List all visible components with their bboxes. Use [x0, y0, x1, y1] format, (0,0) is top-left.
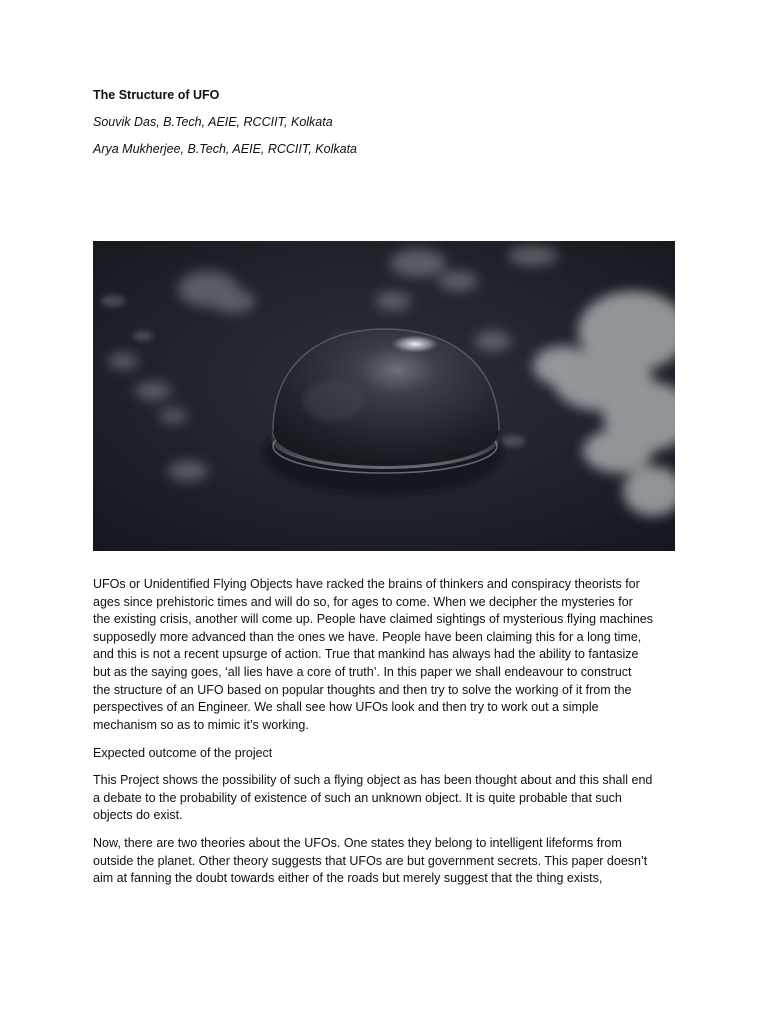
paragraph	[93, 772, 683, 825]
text-line: but as the saying goes, ‘all lies have a core of truth’. In this paper we shall endeavour to construct	[93, 664, 632, 679]
paragraph	[93, 835, 683, 888]
text-line: aim at fanning the doubt towards either of the roads but merely suggest that the thing exists,	[93, 871, 603, 886]
text-line: UFOs or Unidentified Flying Objects have racked the brains of thinkers and conspiracy theorists for	[93, 577, 640, 591]
document-title: The Structure of UFO	[93, 88, 220, 102]
text-line: This Project shows the possibility of such a flying object as has been thought about and this shall end	[93, 773, 653, 787]
text-line: outside the planet. Other theory suggests that UFOs are but government secrets. This paper doesn’t	[93, 853, 648, 868]
text-line: the structure of an UFO based on popular thoughts and then try to solve the working of it from the	[93, 682, 632, 697]
text-line: and this is not a recent upsurge of action. True that mankind has always had the ability to fantasize	[93, 647, 639, 662]
author-line: Souvik Das, B.Tech, AEIE, RCCIIT, Kolkata	[93, 115, 333, 129]
ufo-render	[93, 241, 675, 551]
text-line: mechanism so as to mimic it’s working.	[93, 717, 309, 732]
text-line: a debate to the probability of existence of such an unknown object. It is quite probable that such	[93, 790, 622, 805]
text-line: perspectives of an Engineer. We shall see how UFOs look and then try to work out a simple	[93, 700, 599, 715]
text-line: supposedly more advanced than the ones we have. People have been claiming this for a long time,	[93, 629, 642, 644]
section-heading	[93, 745, 683, 763]
text-line: ages since prehistoric times and will do so, for ages to come. When we decipher the mysteries for	[93, 594, 633, 609]
text-line: Expected outcome of the project	[93, 746, 273, 760]
text-line: Now, there are two theories about the UFOs. One states they belong to intelligent lifeforms from	[93, 836, 622, 850]
text-line: objects do exist.	[93, 808, 183, 823]
ufo-figure-image	[93, 241, 675, 551]
paragraph	[93, 576, 683, 734]
author-line: Arya Mukherjee, B.Tech, AEIE, RCCIIT, Kolkata	[93, 142, 358, 156]
text-line: the existing crisis, another will come up. People have claimed sightings of mysterious flying machines	[93, 612, 653, 627]
